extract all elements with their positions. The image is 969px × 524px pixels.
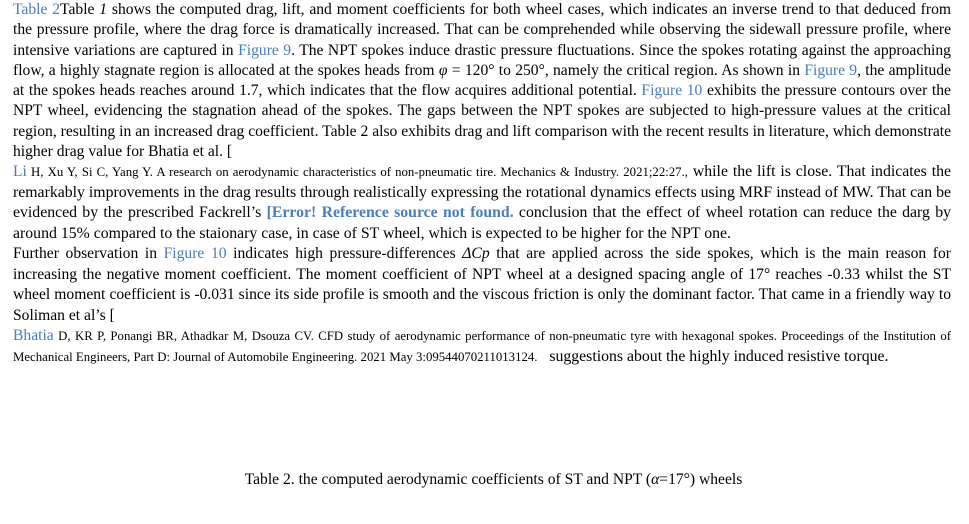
paragraph-drag-lift-moment: Table 2Table 1 shows the computed drag, lift, and moment coefficients for both wheel cases, which indicates an inverse trend to that deduced from the pressure profile, where the drag force is dramatically increased. That can be comprehended while observing the sidewall pressure profile, where intensive variations are captured in Figure 9. The NPT spokes induce drastic pressure fluctuations. Since the spokes rotating against the approaching flow, a highly stagnate region is allocated at the spokes heads from φ = 120° to 250°, namely the critical region. As shown in Figure 9, the amplitude at the spokes heads reaches around 1.7, which indicates that the flow acquires additional potential. Figure 10 exhibits the pressure contours over the NPT wheel, evidencing the stagnation ahead of the spokes. The gaps between the NPT spokes are subjected to high-pressure values at the critical region, resulting in an increased drag coefficient. Table 2 also exhibits drag and lift comparison with the recent results in literature, which demonstrate higher drag value for Bhatia et al. [ [13, 1, 951, 161]
table-caption: Table 2. the computed aerodynamic coefficients of ST and NPT (α=17°) wheels [244, 471, 743, 488]
table-2-link[interactable]: Table 2 [13, 1, 61, 18]
figure-10-link[interactable]: Figure 10 [641, 82, 703, 100]
reference-error-link[interactable]: [Error! Reference source not found. [266, 204, 514, 222]
figure-10-link[interactable]: Figure 10 [163, 245, 227, 263]
reference-bhatia-2021: Bhatia D, KR P, Ponangi BR, Athadkar M, Dsouza CV. CFD study of aerodynamic performance of non-pneumatic tyre with hexagonal spokes. Proceedings of the Institution of Mechanical Engineers, Part D: Journal of Automobile Engineering. 2021 May 3:09544070211013124. suggestions about the highly induced resistive torque. [13, 327, 951, 365]
figure-9-link[interactable]: Figure 9 [238, 41, 292, 59]
figure-9-link[interactable]: Figure 9 [804, 61, 858, 79]
reference-li-2021: Li H, Xu Y, Si C, Yang Y. A research on aerodynamic characteristics of non-pneumatic tire. Mechanics & Industry. 2021;22:27., while the lift is close. That indicates the remarkably improvements in the drag results through realistically expressing the rotational dynamics effects using MRF instead of MW. That can be evidenced by the prescribed Fackrell’s [Error! Reference source not found. conclusion that the effect of wheel rotation can reduce the darg by around 15% compared to the staionary case, in case of ST wheel, which is expected to be higher for the NPT one. [13, 163, 951, 242]
document-page [13, 0, 951, 367]
reference-li-link[interactable]: Li [13, 163, 27, 181]
paragraph-moment-coefficient: Further observation in Figure 10 indicates high pressure-differences ΔCp that are applied across the side spokes, which is the main reason for increasing the negative moment coefficient. The moment coefficient of NPT wheel at a designed spacing angle of 17° reaches -0.33 whilst the ST wheel moment coefficient is -0.031 since its side profile is smooth and the viscous friction is only the dominant factor. That came in a friendly way to Soliman et al’s [ [13, 245, 951, 324]
reference-bhatia-link[interactable]: Bhatia [13, 327, 54, 344]
